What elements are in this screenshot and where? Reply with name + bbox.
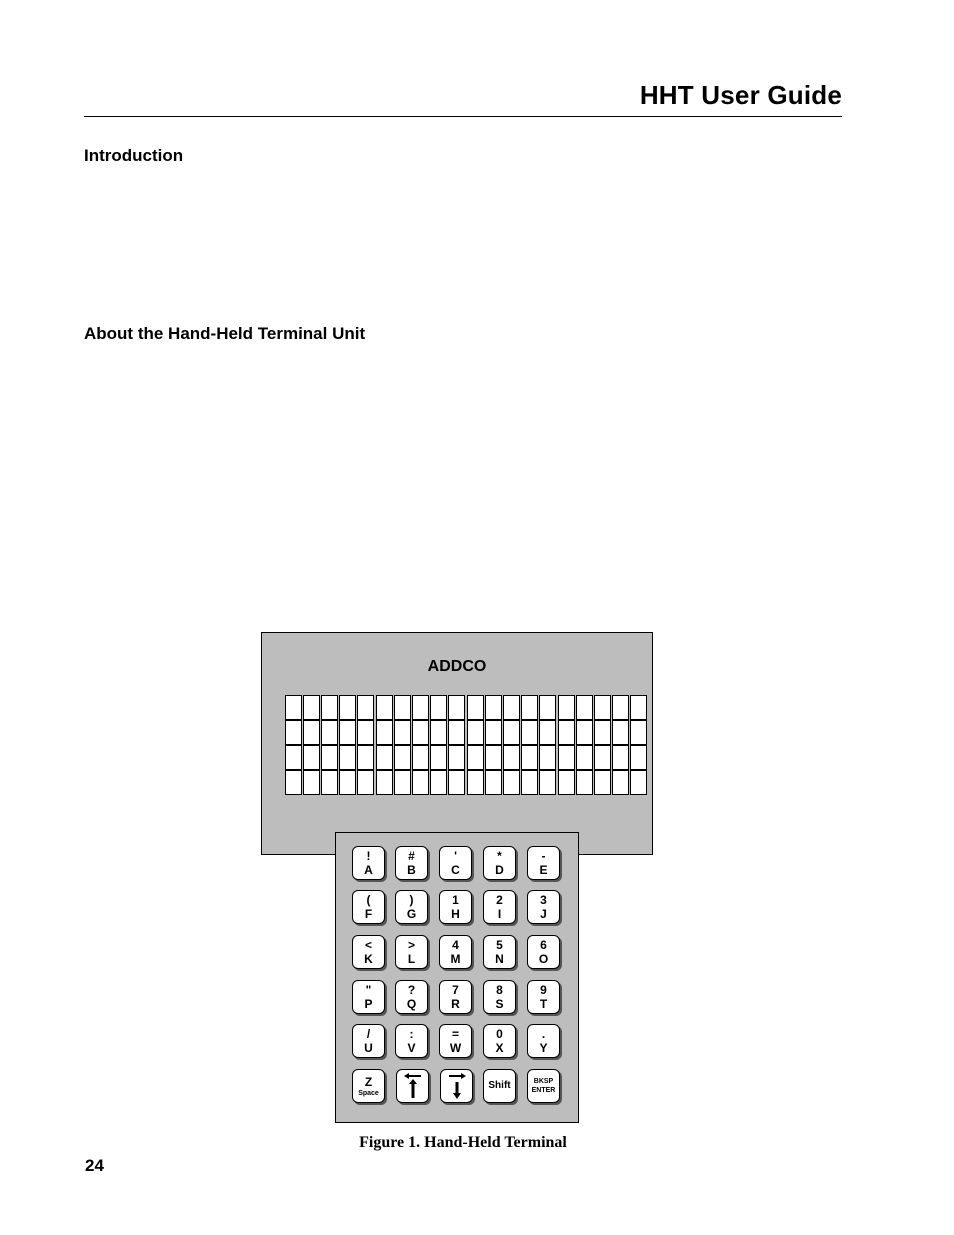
key-u xyxy=(352,1024,385,1058)
key-letter-label: U xyxy=(364,1041,373,1055)
lcd-cell xyxy=(303,745,320,770)
key-symbol-label: ? xyxy=(407,983,416,997)
lcd-cell xyxy=(594,695,611,720)
key-letter-label: V xyxy=(407,1041,416,1055)
key-j xyxy=(527,890,560,924)
lcd-cell xyxy=(521,720,538,745)
lcd-cell xyxy=(430,745,447,770)
lcd-cell xyxy=(539,720,556,745)
key-x xyxy=(483,1024,516,1058)
key-c xyxy=(439,846,472,880)
key-q xyxy=(395,980,428,1014)
page-title: HHT User Guide xyxy=(639,80,842,110)
arrow-right-down-icon xyxy=(446,1072,468,1100)
key-g xyxy=(395,890,428,924)
lcd-cell xyxy=(376,720,393,745)
lcd-cell xyxy=(594,745,611,770)
lcd-cell xyxy=(630,770,647,795)
key-symbol-label: - xyxy=(541,849,546,863)
key-symbol-label: 7 xyxy=(452,983,459,997)
lcd-cell xyxy=(285,770,302,795)
lcd-row xyxy=(285,720,632,745)
key-letter-label: H xyxy=(451,907,460,921)
lcd-cell-group xyxy=(285,745,375,770)
key-enter-label: ENTER xyxy=(531,1087,556,1094)
lcd-row xyxy=(285,770,632,795)
lcd-cell-group xyxy=(467,695,557,720)
title-divider xyxy=(84,116,842,117)
key-letter-label: I xyxy=(497,907,502,921)
lcd-cell xyxy=(357,720,374,745)
lcd-cell xyxy=(594,770,611,795)
key-letter-label: N xyxy=(495,952,504,966)
key-z-label: Z xyxy=(364,1074,373,1089)
lcd-cell xyxy=(485,720,502,745)
key-letter-label: O xyxy=(538,952,549,966)
key-symbol-label: 8 xyxy=(496,983,503,997)
key-symbol-label: = xyxy=(451,1027,459,1041)
key-shift xyxy=(483,1069,516,1103)
key-d xyxy=(483,846,516,880)
key-bksp-enter xyxy=(527,1069,560,1103)
key-symbol-label: / xyxy=(366,1027,371,1041)
lcd-cell-group xyxy=(376,745,466,770)
lcd-cell-group xyxy=(285,695,375,720)
lcd-cell xyxy=(521,695,538,720)
key-symbol-label: > xyxy=(407,938,415,952)
lcd-cell xyxy=(376,770,393,795)
key-p xyxy=(352,980,385,1014)
lcd-cell xyxy=(412,745,429,770)
lcd-cell-group xyxy=(285,720,375,745)
key-letter-label: T xyxy=(539,997,548,1011)
lcd-cell xyxy=(303,695,320,720)
lcd-cell-group xyxy=(467,745,557,770)
lcd-cell xyxy=(558,695,575,720)
lcd-cell xyxy=(321,745,338,770)
key-symbol-label: 2 xyxy=(496,893,503,907)
lcd-cell xyxy=(630,720,647,745)
lcd-cell xyxy=(412,770,429,795)
key-symbol-label: " xyxy=(365,983,372,997)
lcd-cell xyxy=(612,745,629,770)
lcd-cell xyxy=(594,720,611,745)
lcd-cell xyxy=(303,770,320,795)
key-symbol-label: ! xyxy=(366,849,371,863)
key-letter-label: L xyxy=(407,952,416,966)
key-e xyxy=(527,846,560,880)
lcd-cell xyxy=(448,745,465,770)
lcd-cell xyxy=(612,770,629,795)
key-l xyxy=(395,935,428,969)
key-letter-label: A xyxy=(364,863,373,877)
lcd-cell xyxy=(558,720,575,745)
lcd-cell xyxy=(303,720,320,745)
lcd-cell xyxy=(612,695,629,720)
key-symbol-label: 3 xyxy=(540,893,547,907)
lcd-row xyxy=(285,745,632,770)
lcd-cell xyxy=(521,745,538,770)
lcd-display xyxy=(285,695,632,796)
lcd-cell-group xyxy=(467,720,557,745)
lcd-cell-group xyxy=(285,770,375,795)
lcd-cell-group xyxy=(376,720,466,745)
key-t xyxy=(527,980,560,1014)
terminal-keypad xyxy=(335,832,579,1123)
key-letter-label: D xyxy=(495,863,504,877)
lcd-cell xyxy=(448,720,465,745)
key-letter-label: F xyxy=(364,907,373,921)
key-h xyxy=(439,890,472,924)
lcd-cell xyxy=(467,745,484,770)
lcd-cell xyxy=(630,695,647,720)
lcd-cell xyxy=(503,770,520,795)
lcd-cell xyxy=(485,770,502,795)
lcd-cell xyxy=(576,770,593,795)
key-s xyxy=(483,980,516,1014)
lcd-cell xyxy=(430,695,447,720)
lcd-cell xyxy=(285,695,302,720)
key-letter-label: S xyxy=(495,997,504,1011)
lcd-cell xyxy=(430,770,447,795)
terminal-screen-panel xyxy=(261,632,653,855)
key-symbol-label: : xyxy=(409,1027,414,1041)
lcd-cell xyxy=(394,770,411,795)
section-heading-about-terminal: About the Hand-Held Terminal Unit xyxy=(84,324,366,343)
lcd-cell xyxy=(376,745,393,770)
lcd-cell xyxy=(430,720,447,745)
terminal-brand: ADDCO xyxy=(427,658,487,675)
figure-caption: Figure 1. Hand-Held Terminal xyxy=(359,1134,567,1151)
page-number: 24 xyxy=(85,1156,104,1175)
lcd-cell xyxy=(467,720,484,745)
key-symbol-label: ( xyxy=(366,893,371,907)
lcd-cell xyxy=(467,770,484,795)
key-i xyxy=(483,890,516,924)
lcd-cell xyxy=(285,720,302,745)
section-heading-introduction: Introduction xyxy=(84,146,184,165)
key-b xyxy=(395,846,428,880)
arrow-left-up-icon xyxy=(402,1072,424,1100)
lcd-cell xyxy=(448,770,465,795)
key-letter-label: E xyxy=(539,863,548,877)
key-y xyxy=(527,1024,560,1058)
key-letter-label: Y xyxy=(539,1041,548,1055)
key-o xyxy=(527,935,560,969)
key-bksp-label: BKSP xyxy=(533,1078,554,1085)
key-left-up xyxy=(396,1069,429,1103)
lcd-cell xyxy=(503,695,520,720)
key-letter-label: J xyxy=(540,907,547,921)
lcd-cell xyxy=(630,745,647,770)
lcd-cell xyxy=(412,695,429,720)
lcd-cell-group xyxy=(376,695,466,720)
lcd-cell xyxy=(339,745,356,770)
lcd-cell xyxy=(339,720,356,745)
lcd-cell xyxy=(521,770,538,795)
key-symbol-label: 0 xyxy=(496,1027,503,1041)
lcd-cell xyxy=(576,720,593,745)
lcd-cell xyxy=(394,695,411,720)
key-letter-label: B xyxy=(407,863,416,877)
key-right-down xyxy=(440,1069,473,1103)
key-letter-label: M xyxy=(450,952,461,966)
lcd-cell xyxy=(485,695,502,720)
lcd-cell xyxy=(539,745,556,770)
key-z-space xyxy=(352,1069,385,1103)
key-f xyxy=(352,890,385,924)
lcd-cell xyxy=(394,745,411,770)
key-space-label: Space xyxy=(358,1089,379,1097)
lcd-cell xyxy=(339,695,356,720)
lcd-cell xyxy=(321,720,338,745)
lcd-cell-group xyxy=(558,720,648,745)
lcd-cell xyxy=(448,695,465,720)
key-symbol-label: . xyxy=(541,1027,546,1041)
key-letter-label: P xyxy=(364,997,373,1011)
key-v xyxy=(395,1024,428,1058)
lcd-cell xyxy=(376,695,393,720)
lcd-cell xyxy=(503,720,520,745)
key-symbol-label: ) xyxy=(409,893,414,907)
lcd-cell xyxy=(412,720,429,745)
key-letter-label: W xyxy=(449,1041,462,1055)
key-k xyxy=(352,935,385,969)
key-symbol-label: # xyxy=(408,849,415,863)
key-letter-label: Q xyxy=(406,997,417,1011)
lcd-cell xyxy=(558,770,575,795)
key-w xyxy=(439,1024,472,1058)
key-symbol-label: < xyxy=(364,938,372,952)
lcd-cell xyxy=(339,770,356,795)
lcd-cell-group xyxy=(558,770,648,795)
lcd-cell-group xyxy=(558,745,648,770)
lcd-cell xyxy=(503,745,520,770)
lcd-cell-group xyxy=(467,770,557,795)
key-m xyxy=(439,935,472,969)
lcd-cell xyxy=(394,720,411,745)
key-symbol-label: 1 xyxy=(452,893,459,907)
lcd-cell xyxy=(576,695,593,720)
key-r xyxy=(439,980,472,1014)
key-symbol-label: 5 xyxy=(496,938,503,952)
key-symbol-label: ' xyxy=(454,849,457,863)
key-letter-label: R xyxy=(451,997,460,1011)
key-letter-label: X xyxy=(495,1041,504,1055)
lcd-row xyxy=(285,695,632,720)
lcd-cell xyxy=(558,745,575,770)
lcd-cell xyxy=(576,745,593,770)
lcd-cell xyxy=(357,745,374,770)
lcd-cell xyxy=(539,770,556,795)
lcd-cell-group xyxy=(558,695,648,720)
lcd-cell xyxy=(321,695,338,720)
lcd-cell xyxy=(357,770,374,795)
lcd-cell xyxy=(357,695,374,720)
key-letter-label: G xyxy=(406,907,417,921)
key-symbol-label: 6 xyxy=(540,938,547,952)
lcd-cell xyxy=(485,745,502,770)
key-letter-label: K xyxy=(364,952,373,966)
key-shift-label: Shift xyxy=(488,1080,511,1091)
key-n xyxy=(483,935,516,969)
lcd-cell-group xyxy=(376,770,466,795)
lcd-cell xyxy=(467,695,484,720)
key-letter-label: C xyxy=(451,863,460,877)
key-symbol-label: 4 xyxy=(452,938,459,952)
lcd-cell xyxy=(539,695,556,720)
key-a xyxy=(352,846,385,880)
lcd-cell xyxy=(612,720,629,745)
key-symbol-label: * xyxy=(497,849,502,863)
lcd-cell xyxy=(285,745,302,770)
key-symbol-label: 9 xyxy=(540,983,547,997)
lcd-cell xyxy=(321,770,338,795)
